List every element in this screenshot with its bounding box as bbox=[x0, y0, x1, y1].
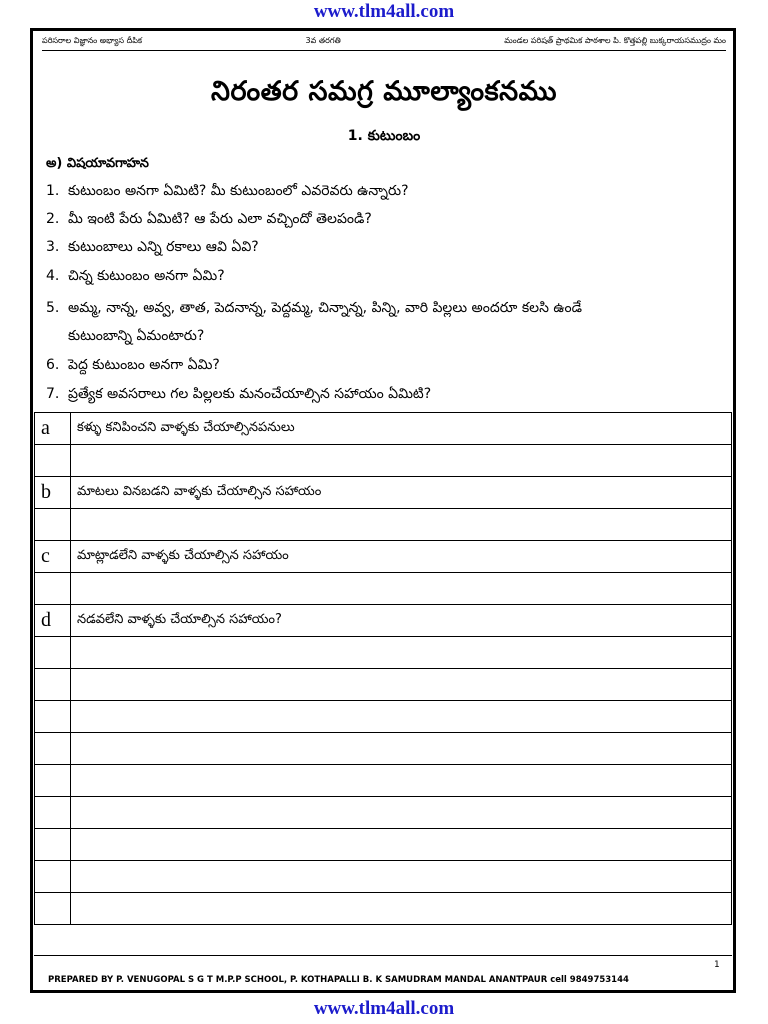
row-letter bbox=[35, 893, 71, 925]
row-letter bbox=[35, 669, 71, 701]
answer-table bbox=[34, 412, 732, 925]
question-item bbox=[46, 300, 582, 319]
answer-line[interactable] bbox=[71, 797, 732, 829]
header-left: పరిసరాల విజ్ఞానం అభ్యాస దీపిక bbox=[42, 36, 143, 45]
header-divider bbox=[42, 50, 726, 51]
question-item bbox=[46, 386, 431, 405]
row-letter bbox=[35, 509, 71, 541]
row-prompt: మాట్లాడలేని వాళ్ళకు చేయాల్సిన సహాయం bbox=[71, 541, 732, 573]
table-row bbox=[35, 637, 732, 669]
question-item bbox=[46, 183, 409, 202]
footer-credit: PREPARED BY P. VENUGOPAL S G T M.P.P SCHOOL, P. KOTHAPALLI B. K SAMUDRAM MANDAL ANANTPAUR cell 9849753144 bbox=[48, 975, 629, 985]
row-letter bbox=[35, 445, 71, 477]
question-number: 4. bbox=[46, 268, 60, 284]
table-row bbox=[35, 861, 732, 893]
row-letter bbox=[35, 829, 71, 861]
question-item bbox=[46, 268, 225, 287]
question-text: మీ ఇంటి పేరు ఏమిటి? ఆ పేరు ఎలా వచ్చిందో తెలపండి? bbox=[68, 211, 372, 227]
table-row bbox=[35, 829, 732, 861]
table-row bbox=[35, 893, 732, 925]
table-row bbox=[35, 573, 732, 605]
table-row bbox=[35, 765, 732, 797]
question-text: చిన్న కుటుంబం అనగా ఏమి? bbox=[68, 268, 225, 284]
question-text: ప్రత్యేక అవసరాలు గల పిల్లలకు మనంచేయాల్సిన సహాయం ఏమిటి? bbox=[68, 386, 432, 402]
answer-line[interactable] bbox=[71, 733, 732, 765]
table-row bbox=[35, 541, 732, 573]
table-row bbox=[35, 669, 732, 701]
row-letter: a bbox=[35, 413, 71, 445]
question-item bbox=[46, 239, 259, 258]
question-text: పెద్ద కుటుంబం అనగా ఏమి? bbox=[68, 357, 220, 373]
table-row bbox=[35, 701, 732, 733]
section-label: అ) విషయావగాహన bbox=[46, 156, 149, 171]
answer-line[interactable] bbox=[71, 701, 732, 733]
answer-line[interactable] bbox=[71, 573, 732, 605]
row-letter: b bbox=[35, 477, 71, 509]
question-item bbox=[46, 211, 372, 230]
answer-line[interactable] bbox=[71, 637, 732, 669]
row-prompt: మాటలు వినబడని వాళ్ళకు చేయాల్సిన సహాయం bbox=[71, 477, 732, 509]
question-text: అమ్మ, నాన్న, అవ్వ, తాత, పెదనాన్న, పెద్దమ్మ, చిన్నాన్న, పిన్ని, వారి పిల్లలు అందరూ కలసి ఉండే bbox=[68, 300, 582, 316]
row-letter: d bbox=[35, 605, 71, 637]
question-item bbox=[46, 357, 220, 376]
site-link-top[interactable]: www.tlm4all.com bbox=[313, 1, 455, 22]
question-number: 6. bbox=[46, 357, 60, 373]
question-number: 7. bbox=[46, 386, 60, 402]
lesson-title: 1. కుటుంబం bbox=[347, 128, 421, 144]
row-prompt: కళ్ళు కనిపించని వాళ్ళకు చేయాల్సినపనులు bbox=[71, 413, 732, 445]
row-prompt: నడవలేని వాళ్ళకు చేయాల్సిన సహాయం? bbox=[71, 605, 732, 637]
answer-line[interactable] bbox=[71, 669, 732, 701]
question-number: 1. bbox=[46, 183, 60, 199]
page-title: నిరంతర సమగ్ర మూల్యాంకనము bbox=[210, 76, 558, 107]
question-number: 5. bbox=[46, 300, 60, 316]
header-center: 3వ తరగతి bbox=[305, 36, 341, 45]
answer-line[interactable] bbox=[71, 893, 732, 925]
question-text: కుటుంబాలు ఎన్ని రకాలు ఆవి ఏవి? bbox=[68, 239, 259, 255]
row-letter bbox=[35, 573, 71, 605]
page-header bbox=[42, 36, 726, 47]
row-letter bbox=[35, 861, 71, 893]
header-right: మండల పరిషత్ ప్రాథమిక పాఠశాల పి. కొత్తపల్లి బుక్కరాయసముద్రం మం bbox=[504, 36, 726, 45]
footer-divider bbox=[34, 955, 732, 956]
row-letter bbox=[35, 765, 71, 797]
table-row bbox=[35, 797, 732, 829]
row-letter bbox=[35, 637, 71, 669]
table-row bbox=[35, 413, 732, 445]
answer-line[interactable] bbox=[71, 765, 732, 797]
row-letter bbox=[35, 701, 71, 733]
answer-line[interactable] bbox=[71, 509, 732, 541]
answer-line[interactable] bbox=[71, 861, 732, 893]
question-number: 2. bbox=[46, 211, 60, 227]
row-letter: c bbox=[35, 541, 71, 573]
table-row bbox=[35, 605, 732, 637]
answer-line[interactable] bbox=[71, 829, 732, 861]
row-letter bbox=[35, 797, 71, 829]
question-text: కుటుంబం అనగా ఏమిటి? మీ కుటుంబంలో ఎవరెవరు ఉన్నారు? bbox=[68, 183, 409, 199]
answer-line[interactable] bbox=[71, 445, 732, 477]
table-row bbox=[35, 477, 732, 509]
site-link-bottom[interactable]: www.tlm4all.com bbox=[313, 998, 455, 1019]
question-text-continued: కుటుంబాన్ని ఏమంటారు? bbox=[68, 328, 205, 344]
table-row bbox=[35, 445, 732, 477]
table-row bbox=[35, 509, 732, 541]
page-number: 1 bbox=[714, 960, 720, 970]
row-letter bbox=[35, 733, 71, 765]
table-row bbox=[35, 733, 732, 765]
question-number: 3. bbox=[46, 239, 60, 255]
